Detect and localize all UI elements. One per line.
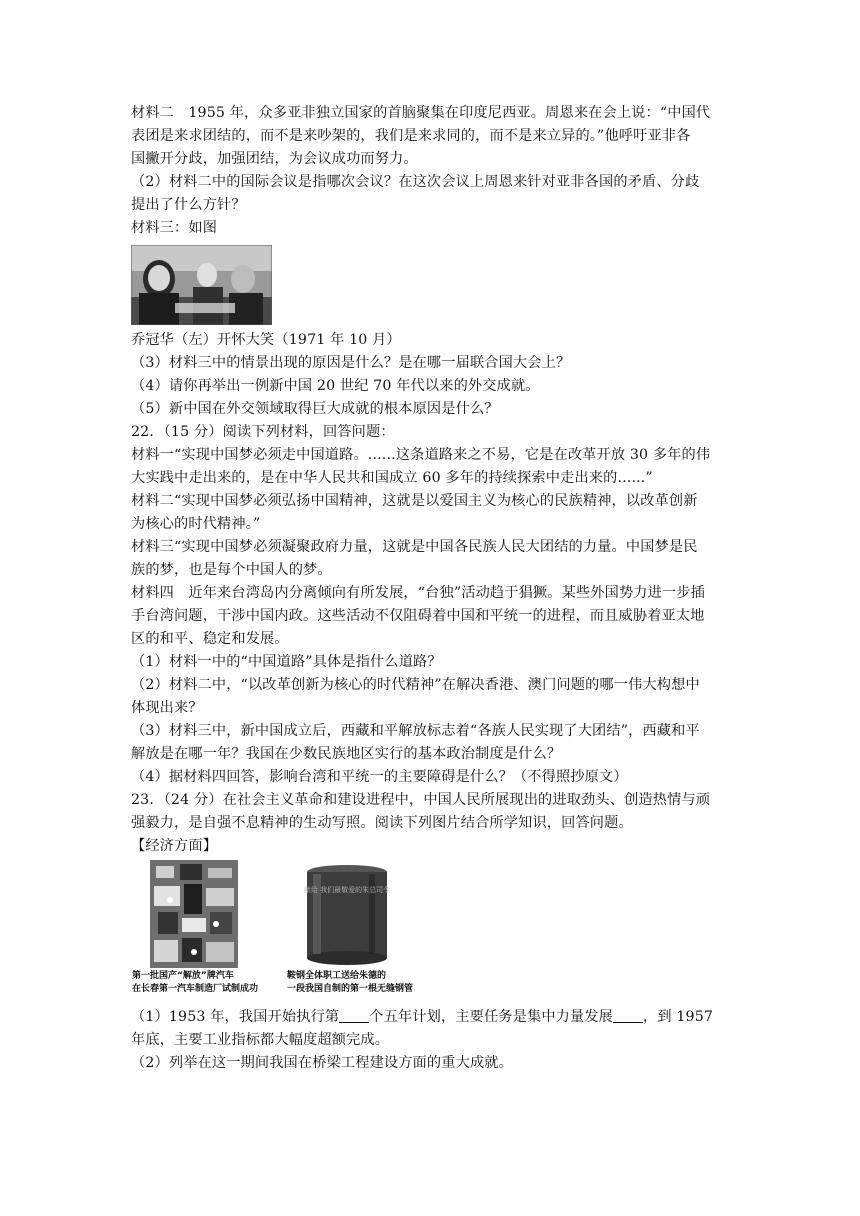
- qiao-guanhua-photo: [131, 245, 272, 325]
- seamless-steel-tube-photo: [303, 862, 391, 968]
- q22-material-1-line-1: 材料一“实现中国梦必须走中国道路。......这条道路来之不易，它是在改革开放 30 多年的伟: [131, 447, 711, 463]
- question-23-2: （2）列举在这一期间我国在桥梁工程建设方面的重大成就。: [131, 1055, 513, 1071]
- photo-caption: 乔冠华（左）开怀大笑（1971 年 10 月）: [131, 332, 401, 348]
- question-23-1-line-2: 年底，主要工业指标都大幅度超额完成。: [131, 1032, 390, 1048]
- question-22-3-line-2: 解放是在哪一年？我国在少数民族地区实行的基本政治制度是什么？: [131, 746, 562, 762]
- question-21-2-line-2: 提出了什么方针？: [131, 197, 246, 213]
- question-21-2-line-1: （2）材料二中的国际会议是指哪次会议？在这次会议上周恩来针对亚非各国的矛盾、分歧: [131, 174, 700, 190]
- question-23-heading-line-2: 强毅力，是自强不息精神的生动写照。阅读下列图片结合所学知识，回答问题。: [131, 815, 633, 831]
- question-22-2-line-1: （2）材料二中，“以改革创新为核心的时代精神”在解决香港、澳门问题的哪一伟大构想中: [131, 677, 700, 693]
- q23-1-part-b: 个五年计划，主要任务是集中力量发展: [369, 1009, 614, 1025]
- jiefang-truck-photo: [150, 860, 238, 968]
- left-photo-caption-line-2: 在长春第一汽车制造厂试制成功: [132, 984, 259, 994]
- q22-material-2-line-1: 材料二“实现中国梦必须弘扬中国精神，这就是以爱国主义为核心的民族精神，以改革创新: [131, 493, 698, 509]
- q22-material-4-line-3: 区的和平、稳定和发展。: [131, 631, 289, 647]
- question-21-3: （3）材料三中的情景出现的原因是什么？是在哪一届联合国大会上？: [131, 355, 571, 371]
- question-23-1-line-1: [131, 1007, 741, 1027]
- q22-material-3-line-1: 材料三“实现中国梦必须凝聚政府力量，这就是中国各民族人民大团结的力量。中国梦是民: [131, 539, 698, 555]
- question-22-heading: 22．（15 分）阅读下列材料，回答问题：: [131, 424, 395, 440]
- q23-1-part-a: （1）1953 年，我国开始执行第: [131, 1009, 340, 1025]
- tube-inscription: 献给 我们最敬爱的朱总司令: [303, 886, 391, 894]
- left-photo-caption-line-1: 第一批国产“解放”牌汽车: [132, 971, 234, 981]
- material-3-heading: 材料三：如图: [131, 220, 218, 236]
- jiefang-truck-photo-image: [150, 860, 238, 968]
- q22-material-4-line-2: 手台湾问题，干涉中国内政。这些活动不仅阻碍着中国和平统一的进程，而且威胁着亚太地: [131, 608, 705, 624]
- qiao-guanhua-photo-image: [131, 245, 272, 325]
- material-2-line-2: 表团是来求团结的，而不是来吵架的，我们是来求同的，而不是来立异的。”他呼吁亚非各: [131, 128, 691, 144]
- question-22-2-line-2: 体现出来？: [131, 700, 203, 716]
- q22-material-3-line-2: 族的梦，也是每个中国人的梦。: [131, 562, 332, 578]
- right-photo-caption-line-2: 一段我国自制的第一根无缝钢管: [287, 984, 414, 994]
- q23-1-part-c: ，到 1957: [643, 1009, 714, 1025]
- question-23-heading-line-1: 23．（24 分）在社会主义革命和建设进程中，中国人民所展现出的进取劲头、创造热情与顽: [131, 792, 711, 808]
- fill-blank-plan-number[interactable]: [339, 1008, 369, 1023]
- material-2-line-1: 材料二 1955 年，众多亚非独立国家的首脑聚集在印度尼西亚。周恩来在会上说：“中国代: [131, 105, 711, 121]
- q22-material-2-line-2: 为核心的时代精神。”: [131, 516, 261, 532]
- material-2-line-3: 国撇开分歧，加强团结，为会议成功而努力。: [131, 151, 418, 167]
- right-photo-caption-line-1: 鞍钢全体职工送给朱德的: [287, 971, 387, 981]
- q22-material-4-line-1: 材料四 近年来台湾岛内分离倾向有所发展，“台独”活动趋于猖獗。某些外国势力进一步插: [131, 585, 705, 601]
- economy-section-heading: 【经济方面】: [131, 838, 218, 854]
- question-21-5: （5）新中国在外交领域取得巨大成就的根本原因是什么？: [131, 401, 499, 417]
- question-21-4: （4）请你再举出一例新中国 20 世纪 70 年代以来的外交成就。: [131, 378, 540, 394]
- fill-blank-industry[interactable]: [613, 1008, 643, 1023]
- seamless-steel-tube-photo-image: [303, 862, 391, 968]
- q22-material-1-line-2: 大实践中走出来的，是在中华人民共和国成立 60 多年的持续探索中走出来的......”: [131, 470, 653, 486]
- question-22-3-line-1: （3）材料三中，新中国成立后，西藏和平解放标志着“各族人民实现了大团结”，西藏和平: [131, 723, 700, 739]
- question-22-1: （1）材料一中的“中国道路”具体是指什么道路？: [131, 654, 442, 670]
- question-22-4: （4）据材料四回答，影响台湾和平统一的主要障碍是什么？（不得照抄原文）: [131, 769, 628, 785]
